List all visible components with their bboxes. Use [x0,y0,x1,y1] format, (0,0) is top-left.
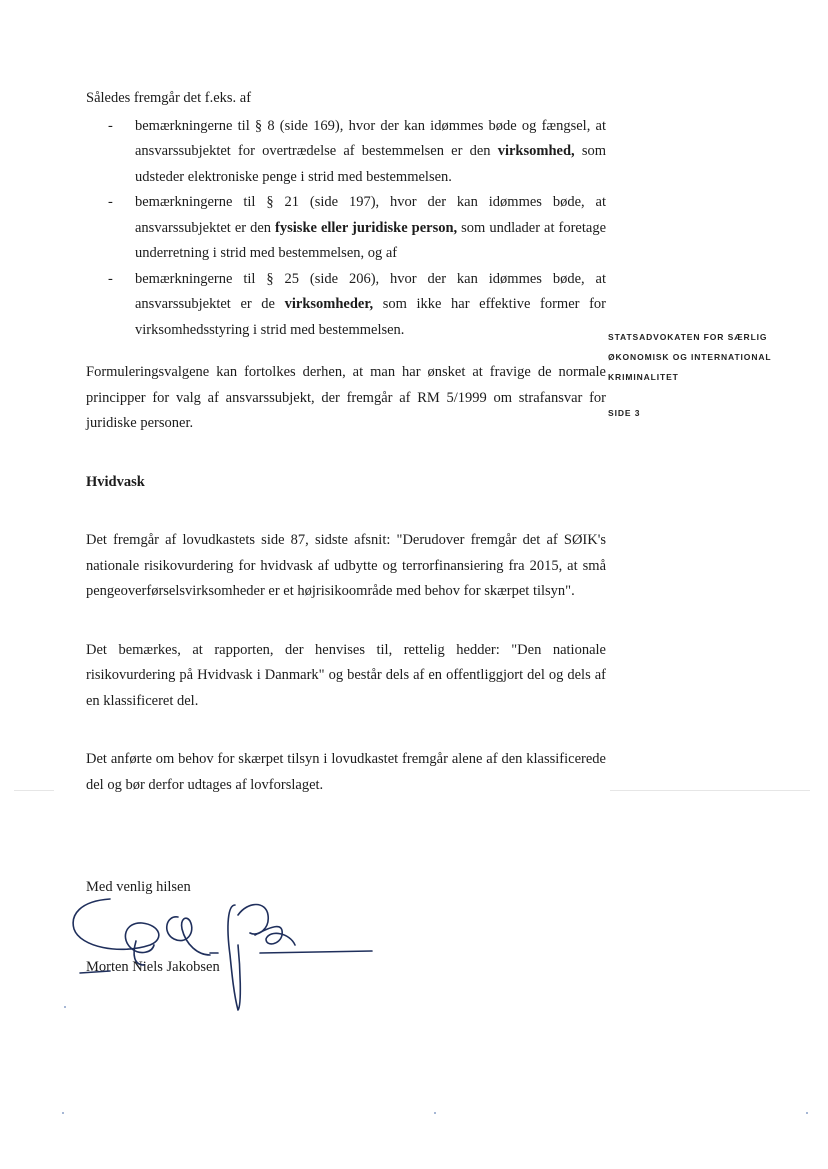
closing-greeting: Med venlig hilsen [86,879,191,895]
paragraph-hvidvask-1: Det fremgår af lovudkastets side 87, sidste afsnit: "Derudover fremgår det af SØIK's nationale risikovurdering for hvidvask af udbytte og terrorfinansiering fra 2015, at små pengeoverførselsvirksomheder er et højrisikoområde med behov for skærpet tilsyn". [86,532,606,599]
bullet-text-end: som undlader at foretage underretning i strid med bestemmelsen, og af [135,219,607,261]
bullet-text: bemærkningerne til § 8 (side 169), hvor der kan idømmes bøde og fængsel, at ansvarssubjektet for overtrædelse af bestemmelsen er den [135,117,606,159]
bullet-item [86,190,606,267]
bullet-bold-term: virksomheder, [284,296,374,312]
signer-name: Morten Niels Jakobsen [86,959,220,975]
bullet-bold-term: virksomhed, [497,143,575,159]
section-heading: Hvidvask [86,473,145,490]
bullet-item [86,114,606,191]
paragraph-hvidvask-2: Det bemærkes, at rapporten, der henvises til, rettelig hedder: "Den nationale risikovurdering på Hvidvask i Danmark" og består dels af en offentliggjort del og dels af en klassificeret del. [86,641,606,709]
bullet-bold-term: fysiske eller juridiske person, [275,219,458,236]
bullet-dash: - [108,117,113,134]
org-name-line: KRIMINALITET [608,372,679,382]
bullet-text-end: som ikke har effektive former for virksomhedsstyring i strid med bestemmelsen. [135,296,606,338]
bullet-dash: - [108,270,113,287]
intro-line: Således fremgår det f.eks. af [86,90,252,106]
page-number: SIDE 3 [608,408,641,418]
letter-body [86,86,606,798]
sender-sidebar [608,327,823,423]
org-name-line: ØKONOMISK OG INTERNATIONAL [608,352,772,362]
bullet-list [86,114,606,344]
handwritten-signature [70,895,380,1020]
bullet-text: bemærkningerne til § 21 (side 197), hvor der kan idømmes bøde, at ansvarssubjektet er den [135,194,606,236]
bullet-dash: - [108,194,113,210]
bullet-text-end: som udsteder elektroniske penge i strid med bestemmelsen. [135,143,607,185]
paragraph-hvidvask-3: Det anførte om behov for skærpet tilsyn i lovudkastet fremgår alene af den klassificerede del og bør derfor udtages af lovforslaget. [86,751,606,793]
bullet-item [86,267,606,344]
bullet-text: bemærkningerne til § 25 (side 206), hvor der kan idømmes bøde, at ansvarssubjektet er de [135,270,606,312]
org-name-line: STATSADVOKATEN FOR SÆRLIG [608,332,768,342]
paragraph-formulering: Formuleringsvalgene kan fortolkes derhen, at man har ønsket at fravige de normale principper for valg af ansvarssubjekt, der fremgår af RM 5/1999 om strafansvar for juridiske personer. [86,364,606,431]
